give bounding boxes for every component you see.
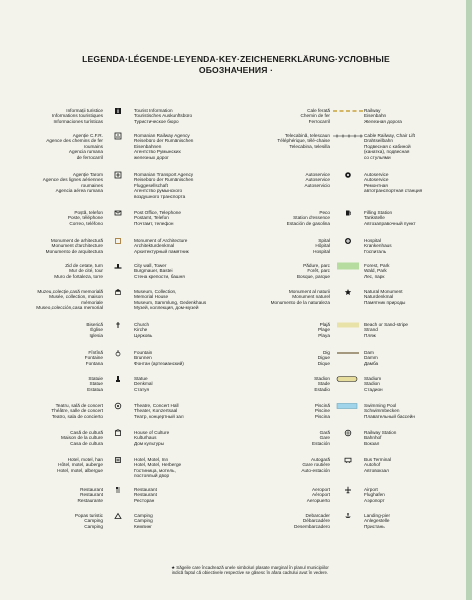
label-line: Monument d'architecture (51, 243, 103, 249)
footnote (60, 565, 440, 575)
legend-row-5-label-en-de-ru (134, 238, 189, 254)
label-line: Ресторан (134, 497, 155, 503)
label-line: Restaurante (77, 497, 103, 503)
label-line: Playa (318, 332, 330, 338)
theatre-symbol-icon (114, 402, 122, 410)
label-line: Piscine (314, 408, 330, 414)
label-line: Dam (364, 350, 374, 355)
label-line: Гостиница, мотель, (134, 467, 176, 473)
label-line: Aéroport (312, 492, 330, 498)
label-line: Фонтан (артезианский) (134, 360, 184, 366)
label-line: Desembarcadero (294, 523, 330, 529)
legend-row-13-right-label-ro-fr-es (301, 457, 330, 473)
airline-agency-symbol-icon (114, 171, 122, 179)
label-line: Аэропорт (364, 497, 385, 503)
autoservice-symbol-icon (344, 171, 352, 179)
label-line: Plage (318, 327, 330, 333)
legend-row-1-label-en-de-ru (134, 108, 192, 124)
footnote-line-2: indică faptul că obiectivele respective se găsesc în afara cadrului avut în vedere. (171, 570, 329, 576)
label-line: Пляж (364, 332, 376, 338)
label-line: Aeropuerto (306, 497, 330, 503)
info-symbol-icon (114, 107, 122, 115)
label-line: Auto-estación (301, 467, 330, 473)
legend-row-10-right-label-en-de-ru (364, 376, 383, 392)
label-line: Natural Monument (364, 289, 403, 294)
hotel-symbol-icon (114, 456, 122, 464)
legend-row-2-right-label-en-de-ru (364, 133, 415, 160)
rail-agency-symbol-icon (114, 132, 122, 140)
label-line: Gare routière (302, 462, 330, 468)
label-line: Дамба (364, 360, 379, 366)
dam-line-icon (336, 349, 360, 357)
legend-row-13-label-ro-fr-es (57, 457, 103, 473)
label-line: Teatro, sala de concierto (51, 413, 103, 419)
label-line: Agencia aérea rumana (55, 188, 103, 194)
label-line: Teatru, sală de concert (55, 403, 103, 408)
legend-row-5-right-label-ro-fr-es (313, 238, 330, 254)
label-line: Monumento de la naturaleza (270, 299, 330, 305)
legend-row-4-label-en-de-ru (134, 210, 181, 226)
legend-row-12-right-label-ro-fr-es (312, 430, 330, 446)
label-line: Agence des lignes aériennes (42, 177, 103, 183)
label-line: Театр, концертный зал (134, 413, 184, 419)
label-line: Forest, Park (364, 263, 390, 268)
legend-row-8-label-en-de-ru (134, 322, 152, 338)
label-line: Kirche (134, 327, 148, 333)
label-line: Telecabină, telescaun (284, 133, 330, 138)
legend-row-15-label-ro-fr-es (75, 513, 103, 529)
legend-row-14-right-label-en-de-ru (364, 487, 385, 503)
stadium-symbol-icon (336, 375, 358, 383)
footnote-line-1: ★ Săgeile care încadrează unele simboluri plasate marginal în planul municipiilor (171, 565, 329, 570)
label-line: Informaciones turísticas (53, 118, 103, 124)
legend-row-2-right-label-ro-fr-es (277, 133, 330, 149)
label-line: Статуя (134, 386, 150, 392)
legend-row-3-label-ro-fr-es (43, 172, 103, 194)
label-line: Музей, коллекция, дом-музей (134, 305, 199, 311)
label-line: Casa de cultura (70, 440, 103, 446)
label-line: Pădure, parc (303, 263, 330, 268)
label-line: Hospital (313, 248, 330, 254)
label-line: Forêt, parc (307, 268, 330, 274)
label-line: Лес, парк (364, 273, 385, 279)
label-line: Restaurant (80, 487, 103, 492)
label-line: Autoservicio (304, 182, 330, 188)
swimming-pool-symbol-icon (336, 402, 358, 410)
legend-row-4-right-label-ro-fr-es (287, 210, 330, 226)
label-line: Théâtre, salle de concert (51, 408, 103, 414)
label-line: Reisebüro der Rumänischen (134, 177, 194, 183)
legend-row-3-right-label-en-de-ru (364, 172, 422, 194)
legend-row-4-right-label-en-de-ru (364, 210, 416, 226)
label-line: City wall, Tower (134, 263, 167, 268)
label-line: Musée, collection, maison (49, 294, 103, 300)
legend-title (0, 54, 472, 76)
label-line: Poste, téléphone (67, 215, 103, 221)
label-line: Плавательный бассейн (364, 413, 415, 419)
railway-line-icon (332, 107, 364, 115)
label-line: Dique (317, 360, 330, 366)
fountain-symbol-icon (114, 349, 122, 357)
label-line: Museo,colección,casa memorial (36, 305, 103, 311)
label-line: Museum, Sammlung, Gedenkhaus (134, 299, 207, 305)
camping-symbol-icon (114, 512, 122, 520)
label-line: Landing-pier (364, 513, 391, 518)
legend-row-6-label-ro-fr-es (54, 263, 103, 279)
legend-row-11-label-ro-fr-es (51, 403, 103, 419)
legend-row-12-label-en-de-ru (134, 430, 169, 446)
label-line: Burgmauer, Bastei (134, 268, 173, 274)
label-line: воздушного транспорта (134, 193, 186, 199)
label-line: Autoservice (305, 177, 330, 183)
label-line: Muzeu,colecție,casă memorială (37, 289, 103, 294)
legend-row-7-right-label-ro-fr-es (271, 289, 330, 305)
label-line: Plajă (319, 322, 330, 327)
label-line: Ремонтная (364, 182, 388, 188)
label-line: Hôpital (315, 243, 330, 249)
label-line: Monument al naturii (288, 289, 330, 294)
label-line: Statue (89, 381, 103, 387)
label-line: Agenție Tarom (72, 172, 103, 177)
label-line: Peco (319, 210, 330, 215)
label-line: Дом культуры (134, 440, 164, 446)
label-line: Autohof (364, 462, 381, 468)
beach-stripe-icon (336, 321, 360, 329)
label-line: Statue (134, 376, 148, 381)
label-line: Hotel, motel, han (67, 457, 103, 462)
legend-title-line-1: LEGENDA·LÉGENDE·LEYENDA·KEY·ZEICHENERKLÄRUNG·УСЛОВНЫЕ (82, 54, 390, 64)
label-line: Агентство румынского (134, 188, 183, 194)
legend-row-9-label-en-de-ru (134, 350, 184, 366)
label-line: Eisenbahn (364, 113, 387, 119)
label-line: Cale ferată (307, 108, 330, 113)
label-line: Fluggesellschaft (134, 182, 168, 188)
label-line: Estación (312, 440, 330, 446)
legend-row-6-right-label-en-de-ru (364, 263, 390, 279)
label-line: (канатка), подвесная (364, 149, 410, 155)
legend-row-15-right-label-en-de-ru (364, 513, 390, 529)
legend-row-12-right-label-en-de-ru (364, 430, 396, 446)
label-line: Naturdenkmal (364, 294, 394, 300)
label-line: Téléphérique, télé-chaise (277, 138, 330, 144)
label-line: Fontaine (84, 355, 103, 361)
label-line: Fîntînă (88, 350, 103, 355)
label-line: Camping (134, 513, 153, 518)
legend-row-12-label-ro-fr-es (61, 430, 103, 446)
label-line: Стена крепости, башня (134, 273, 185, 279)
label-line: Correo, teléfono (69, 220, 103, 226)
bus-terminal-symbol-icon (344, 456, 352, 464)
label-line: Airport (364, 487, 378, 492)
label-line: Telecabina, telesilla (289, 143, 330, 149)
legend-row-15-label-en-de-ru (134, 513, 153, 529)
legend-row-1-label-ro-fr-es (52, 108, 103, 124)
label-line: Tankstelle (364, 215, 385, 221)
label-line: железных дорог (134, 154, 169, 160)
legend-row-14-label-en-de-ru (134, 487, 157, 503)
label-line: Agence des chemins de fer (46, 138, 103, 144)
label-line: Wald, Park (364, 268, 387, 274)
architecture-monument-symbol-icon (114, 237, 122, 245)
label-line: mémoriale (81, 299, 103, 305)
label-line: Restaurant (134, 487, 157, 492)
label-line: Estatua (87, 386, 103, 392)
label-line: Biserică (86, 322, 103, 327)
forest-area-icon (336, 262, 360, 270)
legend-row-11-label-en-de-ru (134, 403, 184, 419)
label-line: roumains (83, 143, 103, 149)
legend-row-2-label-ro-fr-es (46, 133, 103, 160)
legend-row-1-right-label-ro-fr-es (301, 108, 330, 124)
hospital-symbol-icon (344, 237, 352, 245)
label-line: Памятник природы (364, 299, 406, 305)
legend-row-10-label-ro-fr-es (87, 376, 103, 392)
legend-row-11-right-label-ro-fr-es (315, 403, 330, 419)
label-line: Muro de fortaleza, torre (54, 273, 103, 279)
label-line: Restaurant (80, 492, 103, 498)
legend-title-line-2: ОБОЗНАЧЕНИЯ · (198, 65, 274, 75)
label-line: de ferrocarril (76, 154, 103, 160)
label-line: Romanian Railway Agency (134, 133, 190, 138)
label-line: Hotel, Motel, Inn (134, 457, 169, 462)
label-line: Chemin de fer (300, 113, 330, 119)
label-line: Вокзал (364, 440, 380, 446)
label-line: Informații turistice (66, 108, 103, 113)
legend-row-7-right-label-en-de-ru (364, 289, 405, 305)
label-line: Bus Terminal (364, 457, 392, 462)
label-line: Railway Station (364, 430, 397, 435)
filling-station-symbol-icon (344, 209, 352, 217)
label-line: автотранспортная станция (364, 188, 423, 194)
label-line: Zid de cetate, turn (65, 263, 103, 268)
label-line: Spital (318, 238, 330, 243)
legend-row-4-label-ro-fr-es (68, 210, 103, 226)
legend-row-14-label-ro-fr-es (77, 487, 103, 503)
label-line: Gare (319, 435, 330, 441)
label-line: Informations touristiques (51, 113, 103, 119)
label-line: Theater, Konzertsaal (134, 408, 178, 414)
label-line: Почтамт, телефон (134, 220, 174, 226)
label-line: Railway (364, 108, 381, 113)
label-line: Debarcader (305, 513, 330, 518)
label-line: Anlegestelle (364, 518, 390, 524)
label-line: Iglesia (89, 332, 103, 338)
legend-row-6-right-label-ro-fr-es (297, 263, 330, 279)
label-line: Stadion (364, 381, 380, 387)
legend-row-5-right-label-en-de-ru (364, 238, 392, 254)
label-line: Beach or Sand-stripe (364, 322, 409, 327)
legend-row-15-right-label-ro-fr-es (294, 513, 330, 529)
culture-house-symbol-icon (114, 429, 122, 437)
label-line: Flughafen (364, 492, 385, 498)
label-line: Hospital (364, 238, 381, 243)
label-line: Bosque, parque (296, 273, 330, 279)
legend-row-8-right-label-ro-fr-es (318, 322, 330, 338)
church-symbol-icon (114, 321, 122, 329)
label-line: Monument of Architecture (134, 238, 188, 243)
landing-pier-symbol-icon (344, 512, 352, 520)
label-line: Schwimmbecken (364, 408, 400, 414)
label-line: Casă de cultură (70, 430, 103, 435)
label-line: Hotel, Motel, Herberge (134, 462, 182, 468)
label-line: Bahnhof (364, 435, 382, 441)
label-line: Memorial House (134, 294, 169, 300)
legend-row-9-right-label-ro-fr-es (318, 350, 330, 366)
label-line: Reisebüro der Rumänischen (134, 138, 194, 144)
label-line: со стульями (364, 154, 391, 160)
legend-row-6-label-en-de-ru (134, 263, 185, 279)
legend-row-3-right-label-ro-fr-es (304, 172, 330, 188)
label-line: Autoservice (305, 172, 330, 177)
label-line: Hotel, motel, albergue (57, 467, 103, 473)
label-line: Touristisches Auskunftsbüro (134, 113, 193, 119)
label-line: Camping (134, 518, 153, 524)
label-line: Железная дорога (364, 118, 402, 124)
label-line: Romanian Transport Agency (134, 172, 194, 177)
railway-station-symbol-icon (344, 429, 352, 437)
label-line: Autogară (310, 457, 330, 462)
label-line: House of Culture (134, 430, 170, 435)
label-line: Hôtel, motel, auberge (58, 462, 103, 468)
label-line: Kulturhaus (134, 435, 157, 441)
label-line: Swimming Pool (364, 403, 397, 408)
legend-row-1-right-label-en-de-ru (364, 108, 402, 124)
legend-row-13-right-label-en-de-ru (364, 457, 391, 473)
label-line: Автозаправочный пункт (364, 220, 416, 226)
label-line: Aeroport (312, 487, 330, 492)
label-line: Агентство Румынских (134, 149, 181, 155)
label-line: Museum, Collection, (134, 289, 177, 294)
airport-symbol-icon (344, 486, 352, 494)
label-line: Agencia rumana (68, 149, 103, 155)
label-line: Post Office, Telephone (134, 210, 181, 215)
label-line: Drahtseilbahn (364, 138, 393, 144)
label-line: Église (90, 327, 103, 333)
label-line: Camping (84, 518, 103, 524)
museum-symbol-icon (114, 288, 122, 296)
label-line: постоялый двор (134, 473, 170, 479)
label-line: Monument naturel (292, 294, 330, 300)
label-line: Стадион (364, 386, 383, 392)
label-line: Statuie (88, 376, 103, 381)
label-line: Maison de la culture (61, 435, 103, 441)
legend-row-9-right-label-en-de-ru (364, 350, 378, 366)
label-line: Piscina (314, 413, 330, 419)
legend-row-11-right-label-en-de-ru (364, 403, 415, 419)
legend-row-14-right-label-ro-fr-es (307, 487, 330, 503)
natural-monument-symbol-icon (344, 288, 352, 296)
restaurant-symbol-icon (114, 486, 122, 494)
legend-row-7-label-en-de-ru (134, 289, 206, 311)
label-line: Poștă, telefon (74, 210, 103, 215)
label-line: Krankenhaus (364, 243, 392, 249)
label-line: Popas turistic (74, 513, 103, 518)
legend-row-7-label-ro-fr-es (36, 289, 103, 311)
label-line: Stadium (364, 376, 382, 381)
label-line: Stadion (314, 376, 330, 381)
label-line: Tourist Information (134, 108, 173, 113)
label-line: Estación de gasolina (286, 220, 330, 226)
label-line: Station d'essence (293, 215, 330, 221)
label-line: Dig (322, 350, 330, 355)
label-line: Autoservice (364, 177, 389, 183)
legend-row-5-label-ro-fr-es (46, 238, 103, 254)
legend-row-10-right-label-ro-fr-es (314, 376, 330, 392)
label-line: Postamt, Telefon (134, 215, 169, 221)
label-line: Digue (317, 355, 330, 361)
legend-row-8-label-ro-fr-es (86, 322, 103, 338)
label-line: Monument de arhitectură (50, 238, 103, 243)
label-line: Camping (84, 523, 103, 529)
label-line: Strand (364, 327, 378, 333)
cable-railway-line-icon (332, 132, 364, 140)
label-line: Filling Station (364, 210, 393, 215)
label-line: Estadio (314, 386, 330, 392)
label-line: Госпиталь (364, 248, 387, 254)
legend-row-2-label-en-de-ru (134, 133, 193, 160)
label-line: Mur de cité, tour (69, 268, 103, 274)
label-line: Fontana (85, 360, 103, 366)
legend-row-10-label-en-de-ru (134, 376, 153, 392)
label-line: Gară (319, 430, 330, 435)
label-line: Damm (364, 355, 378, 361)
city-wall-symbol-icon (114, 262, 122, 270)
legend-row-8-right-label-en-de-ru (364, 322, 408, 338)
label-line: Церковь (134, 332, 153, 338)
label-line: Ferrocarril (308, 118, 330, 124)
post-office-symbol-icon (114, 209, 122, 217)
label-line: Eisenbahnen (134, 143, 162, 149)
label-line: Autoservice (364, 172, 389, 177)
label-line: Brunnen (134, 355, 152, 361)
label-line: Кемпинг (134, 523, 153, 529)
statue-symbol-icon (114, 375, 122, 383)
label-line: roumaines (81, 182, 103, 188)
label-line: Monumento de arquitectura (45, 248, 103, 254)
label-line: Piscină (314, 403, 330, 408)
label-line: Пристань (364, 523, 385, 529)
label-line: Denkmal (134, 381, 153, 387)
label-line: Fountain (134, 350, 153, 355)
label-line: Туристическое бюро (134, 118, 179, 124)
label-line: Подвесная с кабиной (364, 143, 411, 149)
legend-row-9-label-ro-fr-es (85, 350, 103, 366)
label-line: Agenție C.F.R. (72, 133, 103, 138)
label-line: Cable Railway, Chair Lift (364, 133, 415, 138)
map-edge-strip (466, 0, 472, 600)
label-line: Theatre, Concert Hall (134, 403, 179, 408)
label-line: Архитектурный памятник (134, 248, 189, 254)
label-line: Restaurant (134, 492, 157, 498)
label-line: Автовокзал (364, 467, 389, 473)
label-line: Débarcadère (302, 518, 330, 524)
label-line: Stade (317, 381, 330, 387)
legend-row-3-label-en-de-ru (134, 172, 193, 199)
label-line: Church (134, 322, 150, 327)
legend-row-13-label-en-de-ru (134, 457, 181, 479)
label-line: Architekturdenkmal (134, 243, 175, 249)
